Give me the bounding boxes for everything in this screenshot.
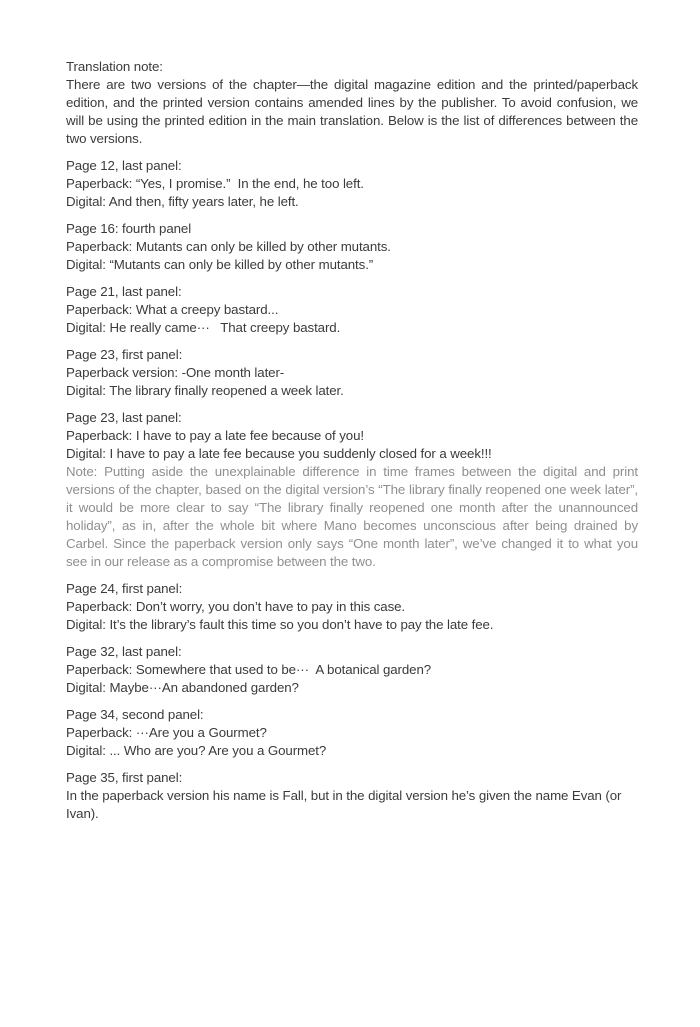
entry-heading: Page 23, last panel: xyxy=(66,410,182,425)
diff-entry-page-35 xyxy=(66,769,638,823)
diff-entry-page-23-last xyxy=(66,409,638,571)
entry-digital-line: Digital: The library finally reopened a week later. xyxy=(66,383,344,398)
entry-paperback-line: Paperback: Mutants can only be killed by other mutants. xyxy=(66,239,391,254)
diff-entry-page-34 xyxy=(66,706,638,760)
entry-paperback-line: Paperback: ···Are you a Gourmet? xyxy=(66,725,267,740)
entry-paperback-line: Paperback: Somewhere that used to be··· A botanical garden? xyxy=(66,662,432,677)
entry-heading: Page 34, second panel: xyxy=(66,707,204,722)
intro-block xyxy=(66,58,638,148)
entry-heading: Page 16: fourth panel xyxy=(66,221,192,236)
entry-digital-line: Digital: “Mutants can only be killed by other mutants.” xyxy=(66,257,374,272)
entry-digital-line: Digital: I have to pay a late fee because you suddenly closed for a week!!! xyxy=(66,446,492,461)
diff-entry-page-23-first xyxy=(66,346,638,400)
entry-heading: Page 32, last panel: xyxy=(66,644,182,659)
entry-body-line: In the paperback version his name is Fall, but in the digital version he’s given the name Evan (or Ivan). xyxy=(66,788,625,821)
diff-entry-page-16 xyxy=(66,220,638,274)
entry-digital-line: Digital: And then, fifty years later, he left. xyxy=(66,194,299,209)
page-title: Translation note: xyxy=(66,59,163,74)
entry-heading: Page 24, first panel: xyxy=(66,581,183,596)
translator-note: Note: Putting aside the unexplainable difference in time frames between the digital and print versions of the chapter, based on the digital version’s “The library finally reopened one week later”, it would be more clear to say “The library finally reopened one month after the unannounced holiday”, as in, after the whole bit where Mano becomes unconscious after being drained by Carbel. Since the paperback version only says “One month later”, we’ve changed it to what you see in our release as a compromise between the two. xyxy=(66,464,638,569)
diff-entry-page-32 xyxy=(66,643,638,697)
diff-entry-page-24 xyxy=(66,580,638,634)
entry-digital-line: Digital: Maybe···An abandoned garden? xyxy=(66,680,299,695)
entry-heading: Page 12, last panel: xyxy=(66,158,182,173)
entry-paperback-line: Paperback: I have to pay a late fee because of you! xyxy=(66,428,364,443)
intro-paragraph: There are two versions of the chapter—the digital magazine edition and the printed/paperback edition, and the printed version contains amended lines by the publisher. To avoid confusion, we will be using the printed edition in the main translation. Below is the list of differences between the two versions. xyxy=(66,77,638,146)
entry-digital-line: Digital: It’s the library’s fault this time so you don’t have to pay the late fee. xyxy=(66,617,494,632)
entry-paperback-line: Paperback: What a creepy bastard... xyxy=(66,302,279,317)
diff-entry-page-21 xyxy=(66,283,638,337)
entry-heading: Page 21, last panel: xyxy=(66,284,182,299)
entry-heading: Page 23, first panel: xyxy=(66,347,183,362)
entry-paperback-line: Paperback version: -One month later- xyxy=(66,365,285,380)
entry-heading: Page 35, first panel: xyxy=(66,770,183,785)
entry-paperback-line: Paperback: Don’t worry, you don’t have to pay in this case. xyxy=(66,599,406,614)
diff-entry-page-12 xyxy=(66,157,638,211)
entry-digital-line: Digital: He really came··· That creepy bastard. xyxy=(66,320,341,335)
entry-digital-line: Digital: ... Who are you? Are you a Gourmet? xyxy=(66,743,327,758)
entry-paperback-line: Paperback: “Yes, I promise.” In the end, he too left. xyxy=(66,176,364,191)
